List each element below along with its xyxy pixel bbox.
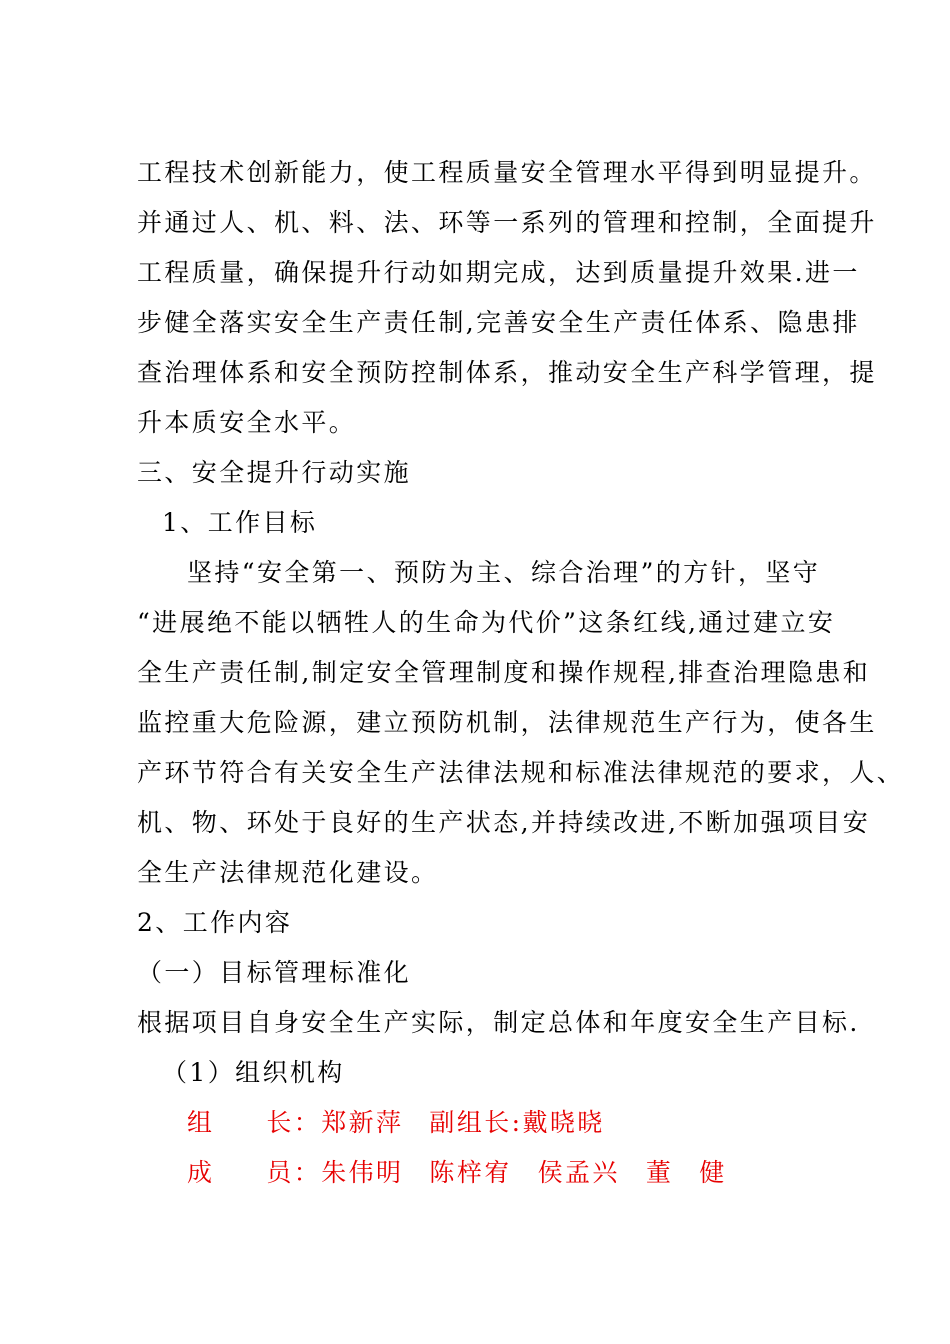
leader-label-first-char: 组 — [187, 1108, 215, 1137]
leader-name: 郑新萍 — [321, 1108, 404, 1137]
paragraph-line-6: 升本质安全水平。 — [137, 408, 357, 437]
member-name: 侯孟兴 — [537, 1158, 620, 1187]
member-name: 健 — [699, 1158, 727, 1187]
paragraph-line-2: 并通过人、机、料、法、环等一系列的管理和控制，全面提升 — [137, 208, 877, 237]
paragraph-line-3: 工程质量，确保提升行动如期完成，达到质量提升效果.进一 — [137, 258, 860, 287]
work-goal-heading: 1、工作目标 — [162, 508, 318, 537]
target-management-heading: （一）目标管理标准化 — [137, 958, 412, 987]
goal-line-3: 全生产责任制,制定安全管理制度和操作规程,排查治理隐患和 — [137, 658, 871, 687]
member-label-rest: 员： — [266, 1158, 322, 1187]
leader-row — [187, 1108, 605, 1138]
organization-heading: （1）组织机构 — [162, 1058, 345, 1087]
deputy-label: 副组长: — [429, 1108, 523, 1137]
target-management-text: 根据项目自身安全生产实际，制定总体和年度安全生产目标. — [137, 1008, 860, 1037]
paragraph-line-5: 查治理体系和安全预防控制体系，推动安全生产科学管理，提 — [137, 358, 877, 387]
paragraph-line-4: 步健全落实安全生产责任制,完善安全生产责任体系、隐患排 — [137, 308, 860, 337]
goal-line-6: 机、物、环处于良好的生产状态,并持续改进,不断加强项目安 — [137, 808, 871, 837]
member-label-first-char: 成 — [187, 1158, 215, 1187]
goal-line-5: 产环节符合有关安全生产法律法规和标准法律规范的要求，人、 — [137, 758, 905, 787]
deputy-name: 戴晓晓 — [522, 1108, 605, 1137]
goal-line-1: 坚持“安全第一、预防为主、综合治理”的方针，坚守 — [187, 558, 821, 587]
leader-label-rest: 长： — [266, 1108, 322, 1137]
members-row — [187, 1158, 727, 1188]
paragraph-line-1: 工程技术创新能力，使工程质量安全管理水平得到明显提升。 — [137, 158, 877, 187]
member-name: 陈梓宥 — [429, 1158, 512, 1187]
member-name: 朱伟明 — [321, 1158, 404, 1187]
section-3-heading: 三、安全提升行动实施 — [137, 458, 412, 487]
goal-line-4: 监控重大危险源，建立预防机制，法律规范生产行为，使各生 — [137, 708, 877, 737]
goal-line-7: 全生产法律规范化建设。 — [137, 858, 439, 887]
member-name: 董 — [645, 1158, 674, 1187]
goal-line-2: “进展绝不能以牺牲人的生命为代价”这条红线,通过建立安 — [137, 608, 836, 637]
work-content-heading: 2、工作内容 — [137, 908, 293, 937]
